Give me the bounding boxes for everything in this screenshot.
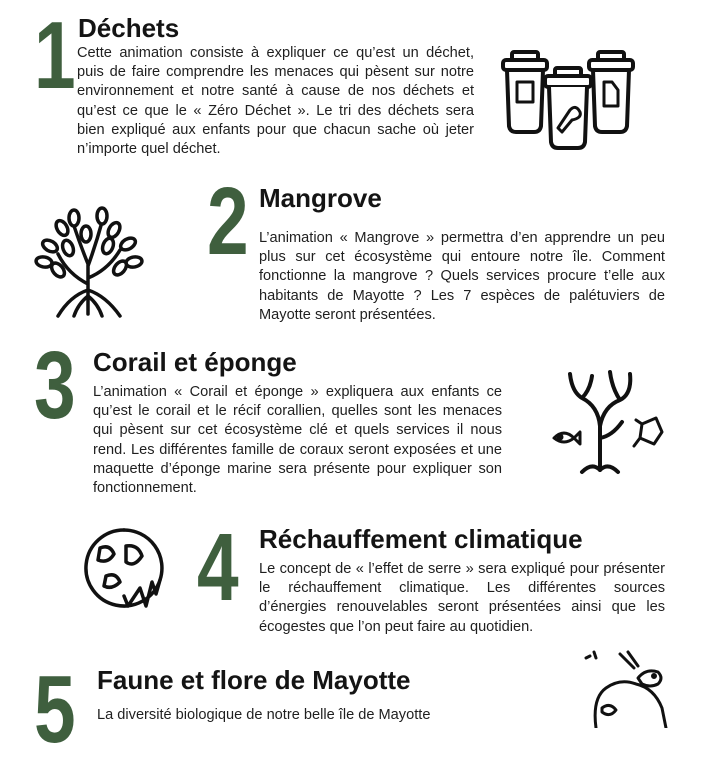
section-text: Le concept de « l’effet de serre » sera expliqué pour présenter le réchauffement climatique. Les différentes sources d’énergies renouvelables seront présentées ainsi que les écogestes que l’on peut faire au quotidien. — [259, 561, 665, 635]
melting-earth-icon — [80, 524, 170, 624]
section-title: Réchauffement climatique — [259, 524, 583, 554]
section-text: Cette animation consiste à expliquer ce qu’est un déchet, puis de faire comprendre les menaces qui pèsent sur notre environnement et notre santé à cause de nos déchets et qu’est ce que le « Zéro Déchet ». Le tri des déchets sera bien expliqué aux enfants pour que chacun sache où jeter n’importe quel déchet. — [77, 45, 474, 158]
trash-bins-icon — [498, 48, 648, 152]
section-number: 2 — [207, 168, 249, 275]
section-title: Faune et flore de Mayotte — [97, 665, 411, 695]
section-number: 5 — [34, 656, 76, 763]
section-title: Mangrove — [259, 183, 382, 213]
section-title: Corail et éponge — [93, 347, 297, 377]
section-text: La diversité biologique de notre belle île de Mayotte — [97, 707, 431, 723]
section-number: 1 — [34, 2, 76, 109]
section-text: L’animation « Corail et éponge » expliquera aux enfants ce qu’est le corail et le récif corallien, quelles sont les menaces qui pèsent sur cet écosystème clé et quels services il nous rend. Les différentes famille de coraux seront exposées et une maquette d’éponge marine sera présente pour expliquer son fonctionnement. — [93, 384, 502, 497]
section-title: Déchets — [78, 13, 180, 43]
section-text: L’animation « Mangrove » permettra d’en apprendre un peu plus sur cet écosystème qui entoure notre île. Comment fonctionne la mangrove ? Quels services procure t’elle aux habitants de Mayotte ? Les 7 espèces de palétuviers de Mayotte seront présentées. — [259, 230, 665, 323]
coral-fish-icon — [542, 366, 672, 482]
section-number: 4 — [197, 514, 239, 621]
section-number: 3 — [34, 332, 76, 439]
mangrove-tree-icon — [28, 204, 148, 320]
bird-island-icon — [566, 648, 676, 728]
